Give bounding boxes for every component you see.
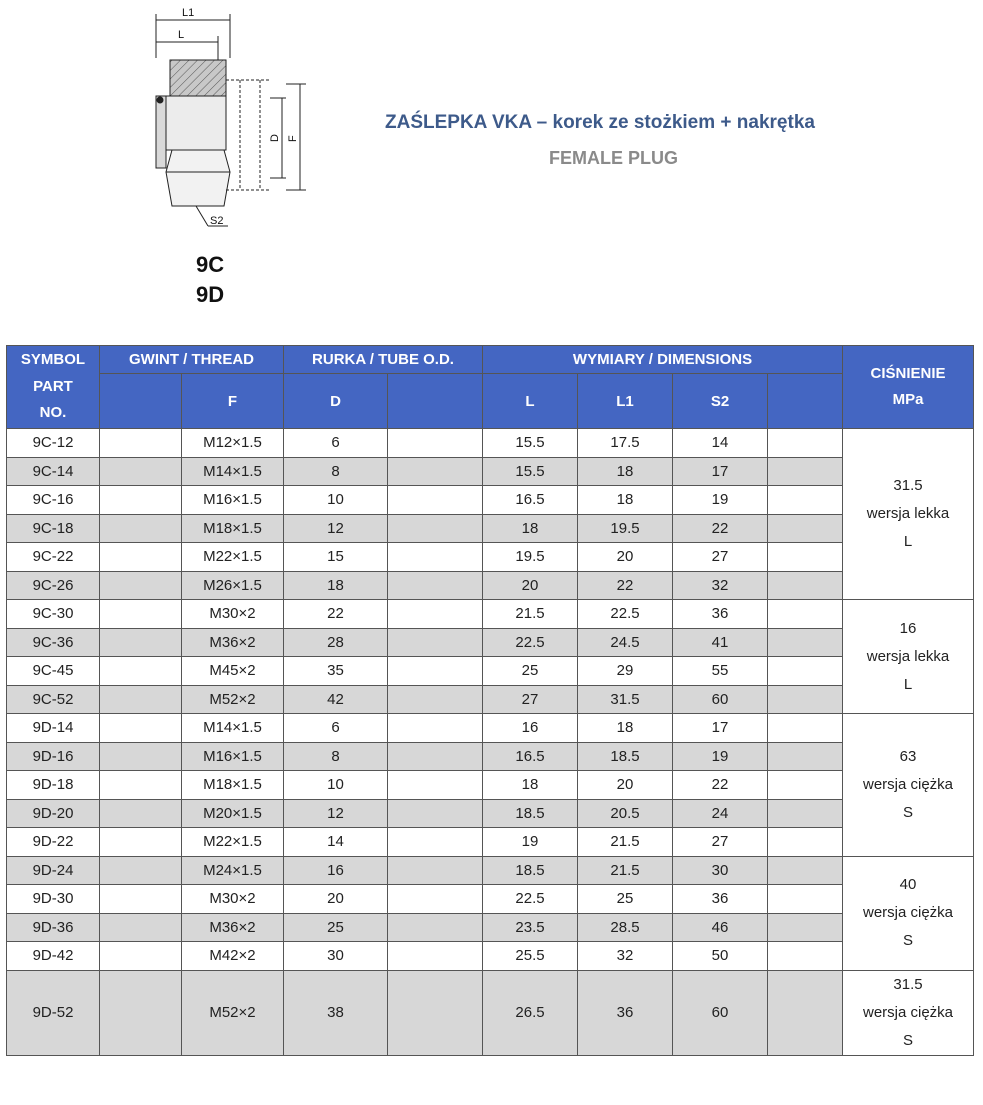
table-row <box>7 799 974 828</box>
dim-l-cell: 15.5 <box>483 457 578 486</box>
blank-cell <box>388 771 483 800</box>
part-no-cell: 9D-24 <box>7 856 100 885</box>
dim-l-cell: 15.5 <box>483 429 578 458</box>
dim-l-cell: 16 <box>483 714 578 743</box>
pressure-line: wersja lekka <box>866 505 950 522</box>
dim-l1-cell: 36 <box>578 970 673 1055</box>
dim-s2-cell: 60 <box>673 685 768 714</box>
dim-s2-cell: 36 <box>673 600 768 629</box>
part-no-cell: 9C-22 <box>7 543 100 572</box>
header-part-no: PART NO. <box>33 378 73 421</box>
header-blank <box>100 374 182 429</box>
pressure-cell <box>843 600 974 714</box>
blank-cell <box>768 514 843 543</box>
blank-cell <box>100 970 182 1055</box>
part-no-cell: 9D-14 <box>7 714 100 743</box>
dim-s2-cell: 60 <box>673 970 768 1055</box>
page-subtitle: FEMALE PLUG <box>549 148 678 168</box>
header-s2: S2 <box>673 374 768 429</box>
table-row <box>7 771 974 800</box>
female-plug-drawing <box>130 0 330 240</box>
blank-cell <box>768 571 843 600</box>
dim-l-cell: 22.5 <box>483 885 578 914</box>
blank-cell <box>388 543 483 572</box>
table-row <box>7 514 974 543</box>
pressure-line: wersja lekka <box>866 647 950 665</box>
blank-cell <box>388 514 483 543</box>
dim-l1-cell: 21.5 <box>578 828 673 857</box>
dim-s2-cell: 17 <box>673 457 768 486</box>
blank-cell <box>768 600 843 629</box>
thread-f-cell: M18×1.5 <box>182 514 284 543</box>
blank-cell <box>768 543 843 572</box>
thread-f-cell: M14×1.5 <box>182 714 284 743</box>
table-row <box>7 913 974 942</box>
dim-s2-cell: 46 <box>673 913 768 942</box>
table-row <box>7 429 974 458</box>
thread-f-cell: M52×2 <box>182 685 284 714</box>
blank-cell <box>768 742 843 771</box>
part-no-cell: 9C-16 <box>7 486 100 515</box>
blank-cell <box>388 828 483 857</box>
pressure-cell <box>843 429 974 600</box>
blank-cell <box>388 429 483 458</box>
thread-f-cell: M20×1.5 <box>182 799 284 828</box>
pressure-line: S <box>903 932 914 949</box>
blank-cell <box>388 457 483 486</box>
pressure-line: 16 <box>899 619 917 637</box>
table-row <box>7 685 974 714</box>
table-row <box>7 714 974 743</box>
dim-s2-cell: 17 <box>673 714 768 743</box>
table-row <box>7 457 974 486</box>
blank-cell <box>100 685 182 714</box>
dim-l1-cell: 17.5 <box>578 429 673 458</box>
header-tube: RURKA / TUBE O.D. <box>284 346 483 374</box>
blank-cell <box>388 856 483 885</box>
pressure-line: wersja ciężka <box>863 775 954 793</box>
table-row <box>7 486 974 515</box>
header-thread: GWINT / THREAD <box>100 346 284 374</box>
part-no-cell: 9C-36 <box>7 628 100 657</box>
dim-s2-cell: 50 <box>673 942 768 971</box>
part-no-cell: 9D-36 <box>7 913 100 942</box>
blank-cell <box>100 600 182 629</box>
dim-s2-cell: 30 <box>673 856 768 885</box>
blank-cell <box>100 514 182 543</box>
dim-l1-cell: 28.5 <box>578 913 673 942</box>
pressure-line: 40 <box>899 876 917 893</box>
thread-f-cell: M22×1.5 <box>182 543 284 572</box>
tube-d-cell: 14 <box>284 828 388 857</box>
tube-d-cell: 6 <box>284 714 388 743</box>
blank-cell <box>100 543 182 572</box>
dim-l-cell: 18.5 <box>483 799 578 828</box>
blank-cell <box>768 657 843 686</box>
thread-f-cell: M45×2 <box>182 657 284 686</box>
dim-l1-cell: 21.5 <box>578 856 673 885</box>
blank-cell <box>768 942 843 971</box>
dim-l1-cell: 32 <box>578 942 673 971</box>
table-row <box>7 600 974 629</box>
dim-s2-cell: 22 <box>673 771 768 800</box>
tube-d-cell: 8 <box>284 457 388 486</box>
blank-cell <box>768 714 843 743</box>
dim-label-l: L <box>178 29 185 41</box>
part-no-cell: 9D-52 <box>7 970 100 1055</box>
header-l: L <box>483 374 578 429</box>
blank-cell <box>388 913 483 942</box>
blank-cell <box>388 628 483 657</box>
table-row <box>7 970 974 1055</box>
spec-table-body <box>7 429 974 1056</box>
pressure-line: 31.5 <box>893 477 923 494</box>
table-row <box>7 942 974 971</box>
dim-l1-cell: 22 <box>578 571 673 600</box>
pressure-line: L <box>903 675 913 693</box>
header-pressure: CIŚNIENIE MPa <box>843 346 974 429</box>
tube-d-cell: 25 <box>284 913 388 942</box>
header-f: F <box>182 374 284 429</box>
tube-d-cell: 12 <box>284 514 388 543</box>
tube-d-cell: 30 <box>284 942 388 971</box>
blank-cell <box>388 486 483 515</box>
blank-cell <box>388 657 483 686</box>
dim-l-cell: 19.5 <box>483 543 578 572</box>
blank-cell <box>388 885 483 914</box>
dim-l1-cell: 18 <box>578 486 673 515</box>
blank-cell <box>388 742 483 771</box>
blank-cell <box>768 885 843 914</box>
blank-cell <box>100 913 182 942</box>
dim-l1-cell: 19.5 <box>578 514 673 543</box>
dim-s2-cell: 19 <box>673 742 768 771</box>
dim-l1-cell: 18 <box>578 714 673 743</box>
blank-cell <box>100 657 182 686</box>
dim-label-d: D <box>269 134 281 142</box>
blank-cell <box>388 600 483 629</box>
spec-table <box>6 345 974 1056</box>
dim-l-cell: 19 <box>483 828 578 857</box>
thread-f-cell: M42×2 <box>182 942 284 971</box>
dim-l-cell: 16.5 <box>483 742 578 771</box>
dim-l-cell: 18 <box>483 514 578 543</box>
thread-f-cell: M52×2 <box>182 970 284 1055</box>
thread-f-cell: M30×2 <box>182 600 284 629</box>
blank-cell <box>768 486 843 515</box>
thread-f-cell: M16×1.5 <box>182 742 284 771</box>
dim-s2-cell: 36 <box>673 885 768 914</box>
thread-f-cell: M30×2 <box>182 885 284 914</box>
dim-l1-cell: 25 <box>578 885 673 914</box>
blank-cell <box>100 457 182 486</box>
tube-d-cell: 35 <box>284 657 388 686</box>
dim-l-cell: 25.5 <box>483 942 578 971</box>
blank-cell <box>388 571 483 600</box>
pressure-line: S <box>903 803 914 821</box>
thread-f-cell: M26×1.5 <box>182 571 284 600</box>
header-d: D <box>284 374 388 429</box>
blank-cell <box>768 799 843 828</box>
pressure-cell <box>843 856 974 970</box>
header-blank <box>388 374 483 429</box>
tube-d-cell: 18 <box>284 571 388 600</box>
dim-s2-cell: 27 <box>673 543 768 572</box>
dim-l1-cell: 31.5 <box>578 685 673 714</box>
part-no-cell: 9C-14 <box>7 457 100 486</box>
thread-f-cell: M12×1.5 <box>182 429 284 458</box>
model-codes <box>196 250 224 310</box>
blank-cell <box>388 714 483 743</box>
dim-l1-cell: 18 <box>578 457 673 486</box>
pressure-cell <box>843 714 974 857</box>
dim-l-cell: 18.5 <box>483 856 578 885</box>
part-no-cell: 9C-52 <box>7 685 100 714</box>
tube-d-cell: 10 <box>284 486 388 515</box>
part-no-cell: 9D-42 <box>7 942 100 971</box>
blank-cell <box>100 799 182 828</box>
part-no-cell: 9C-30 <box>7 600 100 629</box>
pressure-line: 63 <box>899 747 917 765</box>
pressure-line: 31.5 <box>893 975 923 993</box>
dim-s2-cell: 27 <box>673 828 768 857</box>
tube-d-cell: 38 <box>284 970 388 1055</box>
part-no-cell: 9D-18 <box>7 771 100 800</box>
blank-cell <box>388 685 483 714</box>
table-row <box>7 885 974 914</box>
dim-l1-cell: 29 <box>578 657 673 686</box>
tube-d-cell: 15 <box>284 543 388 572</box>
blank-cell <box>100 628 182 657</box>
blank-cell <box>100 828 182 857</box>
thread-f-cell: M22×1.5 <box>182 828 284 857</box>
blank-cell <box>768 685 843 714</box>
pressure-line: wersja ciężka <box>863 904 954 921</box>
thread-f-cell: M36×2 <box>182 913 284 942</box>
blank-cell <box>388 942 483 971</box>
dim-l1-cell: 18.5 <box>578 742 673 771</box>
dim-l1-cell: 20.5 <box>578 799 673 828</box>
blank-cell <box>768 913 843 942</box>
pressure-line: L <box>903 533 913 550</box>
part-no-cell: 9C-12 <box>7 429 100 458</box>
header-symbol: SYMBOL PART NO. <box>7 346 100 429</box>
dim-l-cell: 18 <box>483 771 578 800</box>
blank-cell <box>388 970 483 1055</box>
part-no-cell: 9D-20 <box>7 799 100 828</box>
tube-d-cell: 8 <box>284 742 388 771</box>
table-row <box>7 571 974 600</box>
blank-cell <box>768 429 843 458</box>
part-no-cell: 9D-16 <box>7 742 100 771</box>
table-row <box>7 543 974 572</box>
dim-l-cell: 26.5 <box>483 970 578 1055</box>
blank-cell <box>100 429 182 458</box>
blank-cell <box>100 742 182 771</box>
blank-cell <box>100 771 182 800</box>
tube-d-cell: 16 <box>284 856 388 885</box>
table-row <box>7 856 974 885</box>
page-title: ZAŚLEPKA VKA – korek ze stożkiem + nakrętka <box>385 112 815 133</box>
blank-cell <box>388 799 483 828</box>
blank-cell <box>768 457 843 486</box>
blank-cell <box>100 885 182 914</box>
dim-l-cell: 20 <box>483 571 578 600</box>
code-9c: 9C <box>196 252 225 277</box>
tube-d-cell: 22 <box>284 600 388 629</box>
thread-f-cell: M36×2 <box>182 628 284 657</box>
blank-cell <box>768 628 843 657</box>
dim-l-cell: 22.5 <box>483 628 578 657</box>
pressure-line: S <box>903 1031 914 1049</box>
header-l1: L1 <box>578 374 673 429</box>
blank-cell <box>768 970 843 1055</box>
blank-cell <box>100 486 182 515</box>
table-row <box>7 742 974 771</box>
pressure-line: wersja ciężka <box>863 1003 954 1021</box>
part-no-cell: 9C-45 <box>7 657 100 686</box>
tube-d-cell: 6 <box>284 429 388 458</box>
table-row <box>7 657 974 686</box>
part-no-cell: 9C-26 <box>7 571 100 600</box>
blank-cell <box>100 571 182 600</box>
dim-l-cell: 16.5 <box>483 486 578 515</box>
tube-d-cell: 42 <box>284 685 388 714</box>
table-row <box>7 628 974 657</box>
part-no-cell: 9D-30 <box>7 885 100 914</box>
dim-s2-cell: 41 <box>673 628 768 657</box>
dim-l-cell: 27 <box>483 685 578 714</box>
dim-label-s2: S2 <box>210 215 224 227</box>
table-row <box>7 828 974 857</box>
tube-d-cell: 28 <box>284 628 388 657</box>
dim-l-cell: 23.5 <box>483 913 578 942</box>
dim-l1-cell: 20 <box>578 543 673 572</box>
blank-cell <box>768 771 843 800</box>
dim-s2-cell: 14 <box>673 429 768 458</box>
dim-s2-cell: 19 <box>673 486 768 515</box>
blank-cell <box>768 828 843 857</box>
tube-d-cell: 12 <box>284 799 388 828</box>
dim-s2-cell: 22 <box>673 514 768 543</box>
tube-d-cell: 10 <box>284 771 388 800</box>
blank-cell <box>100 942 182 971</box>
dim-l-cell: 25 <box>483 657 578 686</box>
thread-f-cell: M18×1.5 <box>182 771 284 800</box>
dim-label-f: F <box>287 135 299 142</box>
thread-f-cell: M14×1.5 <box>182 457 284 486</box>
pressure-cell <box>843 970 974 1055</box>
dim-s2-cell: 24 <box>673 799 768 828</box>
blank-cell <box>768 856 843 885</box>
code-9d: 9D <box>196 282 225 307</box>
dim-s2-cell: 55 <box>673 657 768 686</box>
header-dimensions: WYMIARY / DIMENSIONS <box>483 346 843 374</box>
blank-cell <box>100 714 182 743</box>
thread-f-cell: M24×1.5 <box>182 856 284 885</box>
part-no-cell: 9C-18 <box>7 514 100 543</box>
tube-d-cell: 20 <box>284 885 388 914</box>
dim-l1-cell: 22.5 <box>578 600 673 629</box>
part-no-cell: 9D-22 <box>7 828 100 857</box>
dim-label-l1: L1 <box>182 7 195 19</box>
dim-s2-cell: 32 <box>673 571 768 600</box>
blank-cell <box>100 856 182 885</box>
dim-l1-cell: 24.5 <box>578 628 673 657</box>
dim-l-cell: 21.5 <box>483 600 578 629</box>
thread-f-cell: M16×1.5 <box>182 486 284 515</box>
header-blank <box>768 374 843 429</box>
dim-l1-cell: 20 <box>578 771 673 800</box>
